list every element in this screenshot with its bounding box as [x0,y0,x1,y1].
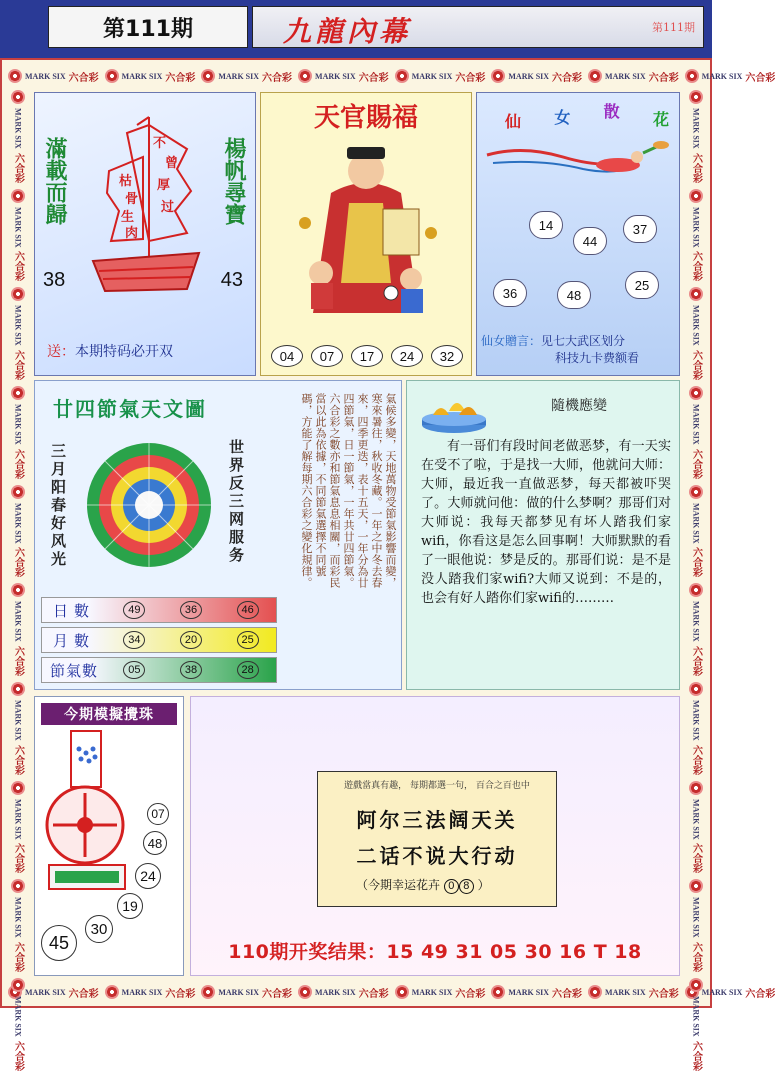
mark-six-logo-text: 六合彩 [358,72,389,84]
mark-six-logo-text: 六合彩 [12,1040,24,1071]
sail-char: 肉 [125,226,139,241]
flower-icon [201,985,215,999]
frame-tile [11,978,26,1071]
page-header [0,0,712,58]
verse-hint-number: 8 [459,879,474,894]
brand-issue-small: 第111期 [652,21,695,34]
mark-six-logo-text: 六合彩 [68,988,99,1000]
mark-six-text: MARK SIX [13,502,23,544]
god-number: 07 [311,345,343,367]
flower-icon [689,781,703,795]
mark-six-logo-text: 六合彩 [745,72,775,84]
day-number-row [41,597,277,623]
solar-terms-panel [34,380,402,690]
fairy-title-char: 花 [652,110,669,129]
mark-six-text: MARK SIX [25,71,66,81]
sail-char: 枯 [119,174,133,189]
frame-tile [395,69,486,84]
frame-tile [11,583,26,676]
flower-icon [689,287,703,301]
mark-six-logo-text: 六合彩 [455,988,486,1000]
flower-icon [11,781,25,795]
month-number: 25 [237,631,259,649]
god-title: 天官賜福 [313,103,418,133]
mark-six-logo-text: 六合彩 [690,152,702,183]
frame-tile [588,985,679,1000]
drawn-ball: 48 [143,831,167,855]
god-number: 32 [431,345,463,367]
solar-term-number: 28 [237,661,259,679]
frame-tile [11,781,26,874]
flower-icon [689,583,703,597]
frame-tile [689,879,704,972]
boat-right-slogan: 楊帆尋寶 [221,137,247,225]
mark-six-logo-text: 六合彩 [690,547,702,578]
frame-tile [588,69,679,84]
flower-icon [685,69,699,83]
mark-six-logo-text: 六合彩 [690,350,702,381]
mark-six-logo-text: 六合彩 [648,988,679,1000]
mark-six-logo-text: 六合彩 [262,988,293,1000]
flower-icon [395,985,409,999]
flower-icon [395,69,409,83]
god-number: 17 [351,345,383,367]
boat-note-prefix: 送： [47,344,75,360]
mark-six-logo-text: 六合彩 [12,547,24,578]
mark-six-logo-text: 六合彩 [12,350,24,381]
mark-six-text: MARK SIX [218,987,260,997]
frame-tile [8,69,99,84]
mark-six-text: MARK SIX [121,987,163,997]
frame-tile [689,781,704,874]
sail-char: 过 [161,200,175,215]
frame-tile [689,583,704,676]
frame-tile [689,682,704,775]
flower-icon [588,69,602,83]
drawn-ball: 24 [135,863,161,889]
flower-icon [689,485,703,499]
frame-tile [201,69,292,84]
flower-icon [201,69,215,83]
fairy-note-line1: 见七大武区划分 [541,334,626,348]
fairy-panel [476,92,680,376]
mark-six-text: MARK SIX [691,502,701,544]
month-number: 34 [123,631,145,649]
mark-six-text: MARK SIX [13,108,23,149]
solar-wheel-icon [85,441,213,569]
mark-six-logo-text: 六合彩 [12,942,24,973]
flower-icon [105,69,119,83]
mark-six-text: MARK SIX [508,71,550,81]
flower-icon [11,682,25,696]
frame-tile [395,985,486,1000]
flower-icon [8,69,22,83]
fairy-cloud-number: 14 [529,211,563,239]
flower-icon [11,287,25,301]
frame-tile [11,682,26,775]
frame-tile [689,189,704,282]
verse-line-1: 阿尔三法阔天关 [356,808,518,832]
frame-tile [105,69,196,84]
solar-term-number-row [41,657,277,683]
mark-six-text: MARK SIX [13,601,23,643]
frame-top-strip [8,62,775,90]
brand-title: 九龍內幕 [283,15,412,48]
frame-tile [11,386,26,479]
mark-six-text: MARK SIX [605,71,646,81]
drawn-ball: 30 [85,915,113,943]
verse-small-text: 遊戲當真有趣， 每期都選一句， 百合之百也中 [344,781,530,791]
machine-title: 今期模擬攪珠 [41,703,177,725]
frame-right-strip [682,90,710,1071]
verse-hint-number: 0 [444,879,459,894]
mark-six-text: MARK SIX [691,108,701,149]
month-number-row [41,627,277,653]
solar-terms-verse: 氣候多變，天地萬物受節氣影響而變，寒來暑往，秋收冬藏。一年之中冬去春來，四季更迭，表十五天，一年分為廿四節氣，日一節氣，一年共廿四節氣。六合彩之數亦和節氣息息相關，而彩民當以此為依據，不同節氣選擇不同號碼，方能了解每期六合彩之變化規律。 [300,393,397,589]
mark-six-logo-text: 六合彩 [12,152,24,183]
mark-six-text: MARK SIX [691,897,701,939]
verse-line-2: 二话不说大行动 [356,844,518,868]
solar-term-number-label: 節氣數 [49,661,98,680]
frame-tile [689,386,704,479]
story-text: 有一哥们有段时间老做恶梦，有一天实在受不了啦，于是找一大师，他就问大师：大师，最近我一直做恶梦，每天都被吓哭了。大师就问他：做的什么梦啊？那哥们对大师说：我每天都梦见有坏人踏我们家wifi，你看这是怎么回事啊！大师默默的看了一眼他说：梦是反的。那哥们说：是不是没人踏我们家wifi?大师又说到：不是的，也会有好人踏你们家wifi的……… [421,439,671,606]
flower-icon [689,879,703,893]
mark-six-text: MARK SIX [13,206,23,248]
frame-tile [491,985,582,1000]
god-number-row [271,345,463,367]
god-of-fortune-icon [291,133,441,333]
mark-six-text: MARK SIX [25,987,66,997]
fairy-title-char: 仙 [505,112,522,131]
fairy-note-label: 仙女贈言： [481,334,542,348]
fairy-title-char: 散 [603,102,620,121]
frame-tile [685,69,775,84]
flower-icon [491,985,505,999]
mark-six-text: MARK SIX [605,987,646,997]
day-number: 36 [180,601,202,619]
sail-char: 骨 [125,192,139,207]
frame-tile [11,485,26,578]
fairy-cloud-number: 48 [557,281,591,309]
flower-icon [689,90,703,104]
fairy-cloud-number: 44 [573,227,607,255]
frame-tile [689,485,704,578]
flower-icon [11,485,25,499]
drawn-ball: 19 [117,893,143,919]
verse-hint [356,876,490,894]
solar-right-slogan: 世界反三网服务 [227,439,245,565]
story-panel [406,380,680,690]
flower-icon [689,189,703,203]
fairy-cloud-number: 37 [623,215,657,243]
mark-six-text: MARK SIX [13,897,23,939]
mark-six-logo-text: 六合彩 [690,843,702,874]
sail-char: 厚 [157,178,171,193]
sailboat-icon [87,111,207,301]
mark-six-logo-text: 六合彩 [552,988,583,1000]
flower-icon [11,583,25,597]
frame-tile [11,287,26,380]
flower-icon [689,386,703,400]
flower-icon [491,69,505,83]
mark-six-logo-text: 六合彩 [648,72,679,84]
frame-tile [201,985,292,1000]
mark-six-text: MARK SIX [691,996,701,1037]
flower-icon [689,978,703,992]
mark-six-text: MARK SIX [411,987,453,997]
god-of-fortune-panel [260,92,472,376]
mark-six-text: MARK SIX [691,601,701,643]
mark-six-text: MARK SIX [315,71,356,81]
boat-left-number: 38 [43,269,66,291]
fairy-note-line2: 科技九卡费额看 [555,351,640,365]
solar-term-number: 38 [180,661,202,679]
mark-six-logo-text: 六合彩 [690,251,702,282]
mark-six-text: MARK SIX [218,71,260,81]
mark-six-logo-text: 六合彩 [12,744,24,775]
mark-six-text: MARK SIX [13,305,23,347]
flower-icon [298,985,312,999]
flower-icon [588,985,602,999]
god-number: 04 [271,345,303,367]
mark-six-text: MARK SIX [411,71,453,81]
mark-six-logo-text: 六合彩 [690,744,702,775]
mark-six-logo-text: 六合彩 [455,72,486,84]
mark-six-text: MARK SIX [121,71,163,81]
flower-icon [11,189,25,203]
mark-six-logo-text: 六合彩 [165,988,196,1000]
lottery-machine-icon [41,729,141,899]
mark-six-text: MARK SIX [13,798,23,840]
mark-six-text: MARK SIX [701,987,743,997]
frame-tile [689,90,704,183]
mark-six-logo-text: 六合彩 [68,72,99,84]
mark-six-logo-text: 六合彩 [12,251,24,282]
frame-tile [11,879,26,972]
frame-tile [491,69,582,84]
flower-icon [298,69,312,83]
month-number: 20 [180,631,202,649]
sail-char: 生 [121,210,135,225]
verse-hint-suffix: ） [477,878,490,892]
solar-term-number: 05 [123,661,145,679]
frame-tile [689,287,704,380]
boat-right-number: 43 [220,269,243,291]
mark-six-text: MARK SIX [13,404,23,445]
gold-ingots-icon [419,387,489,435]
drawn-ball: 07 [147,803,169,825]
mark-six-logo-text: 六合彩 [745,988,775,1000]
frame-tile [11,189,26,282]
fairy-cloud-number: 36 [493,279,527,307]
day-number-label: 日數 [52,601,95,620]
mark-six-text: MARK SIX [691,700,701,741]
sail-char: 不 [153,136,167,151]
flower-icon [105,985,119,999]
god-number: 24 [391,345,423,367]
flower-icon [11,879,25,893]
flower-icon [11,386,25,400]
verse-panel [190,696,680,976]
flower-icon [689,682,703,696]
solar-terms-title: 廿四節氣天文圖 [53,397,207,421]
mark-six-text: MARK SIX [315,987,356,997]
boat-panel [34,92,256,376]
drawn-ball: 45 [41,925,77,961]
flower-icon [11,978,25,992]
month-number-label: 月數 [52,631,95,650]
sail-char: 曾 [165,156,179,171]
day-number: 49 [123,601,145,619]
mark-six-text: MARK SIX [13,700,23,741]
mark-six-text: MARK SIX [691,404,701,445]
boat-left-slogan: 滿載而歸 [42,137,68,225]
frame-tile [298,985,389,1000]
frame-left-strip [4,90,32,1071]
mark-six-text: MARK SIX [691,798,701,840]
fairy-title [505,99,669,132]
mark-six-text: MARK SIX [691,206,701,248]
verse-scroll [317,771,557,907]
frame-tile [298,69,389,84]
fairy-title-char: 女 [554,108,571,127]
issue-number-label: 第111期 [48,6,248,48]
flying-fairy-icon [483,139,673,189]
mark-six-text: MARK SIX [701,71,743,81]
story-title: 隨機應變 [551,398,607,414]
verse-hint-prefix: （今期幸运花卉 [356,878,441,892]
mark-six-logo-text: 六合彩 [690,448,702,479]
mark-six-logo-text: 六合彩 [690,1040,702,1071]
solar-left-slogan: 三月阳春好风光 [49,443,67,569]
mark-six-text: MARK SIX [508,987,550,997]
brand-banner [252,6,704,48]
frame-tile [11,90,26,183]
mark-six-logo-text: 六合彩 [12,448,24,479]
boat-note [47,341,173,361]
flower-icon [11,90,25,104]
mark-six-logo-text: 六合彩 [12,843,24,874]
mark-six-logo-text: 六合彩 [12,646,24,677]
fairy-cloud-number: 25 [625,271,659,299]
mark-six-logo-text: 六合彩 [690,646,702,677]
mark-six-text: MARK SIX [691,305,701,347]
mark-six-logo-text: 六合彩 [262,72,293,84]
frame-bottom-strip [8,978,775,1006]
boat-note-text: 本期特码必开双 [75,344,173,360]
frame-tile [689,978,704,1071]
frame-tile [105,985,196,1000]
mark-six-logo-text: 六合彩 [358,988,389,1000]
lottery-machine-panel [34,696,184,976]
day-number: 46 [237,601,259,619]
previous-draw-result: 110期开奖结果：15 49 31 05 30 16 T 18 [228,941,642,963]
mark-six-logo-text: 六合彩 [552,72,583,84]
mark-six-logo-text: 六合彩 [165,72,196,84]
fairy-note [481,333,675,367]
mark-six-logo-text: 六合彩 [690,942,702,973]
mark-six-text: MARK SIX [13,996,23,1037]
